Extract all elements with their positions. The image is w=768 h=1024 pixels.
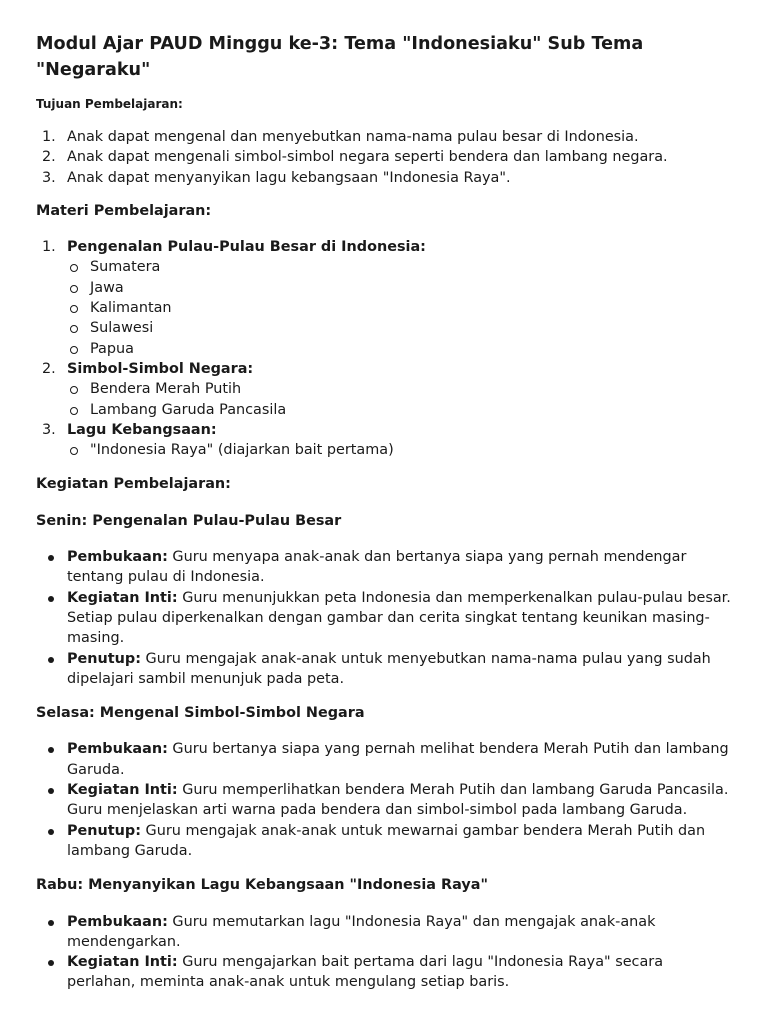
item-text: Guru memperlihatkan bendera Merah Putih dan lambang Garuda Pancasila. Guru menjelaskan arti warna pada bendera dan simbol-simbol pada lambang Garuda. bbox=[67, 782, 729, 819]
item-text: Guru mengajarkan bait pertama dari lagu "Indonesia Raya" secara perlahan, meminta anak-anak untuk mengulang setiap baris. bbox=[67, 954, 664, 991]
sub-item-text: "Indonesia Raya" (diajarkan bait pertama) bbox=[90, 442, 394, 459]
sub-item-text: Sumatera bbox=[90, 259, 161, 276]
sub-list-item bbox=[36, 278, 734, 298]
item-label: Kegiatan Inti: bbox=[67, 782, 178, 799]
sub-item-text: Lambang Garuda Pancasila bbox=[90, 401, 287, 418]
sub-list-item bbox=[36, 298, 734, 318]
sub-item-text: Bendera Merah Putih bbox=[90, 381, 242, 398]
list-number: 3. bbox=[42, 421, 56, 438]
selasa-activity-list bbox=[36, 739, 734, 861]
list-item bbox=[36, 821, 734, 862]
rabu-activity-list bbox=[36, 912, 734, 993]
bullet-icon bbox=[48, 596, 54, 602]
sub-list-item bbox=[36, 318, 734, 338]
list-item-label: Simbol-Simbol Negara: bbox=[67, 360, 254, 377]
item-label: Pembukaan: bbox=[67, 913, 168, 930]
list-item bbox=[36, 237, 734, 257]
item-text: Guru menunjukkan peta Indonesia dan memperkenalkan pulau-pulau besar. Setiap pulau diperkenalkan dengan gambar dan cerita singkat tentang keunikan masing-masing. bbox=[67, 589, 731, 647]
circle-bullet-icon bbox=[70, 325, 78, 333]
list-item bbox=[36, 588, 734, 649]
list-item bbox=[36, 739, 734, 780]
sub-list bbox=[36, 257, 734, 358]
list-item bbox=[36, 168, 734, 188]
circle-bullet-icon bbox=[70, 386, 78, 394]
item-text: Guru mengajak anak-anak untuk menyebutkan nama-nama pulau yang sudah dipelajari sambil menunjuk pada peta. bbox=[67, 650, 711, 687]
circle-bullet-icon bbox=[70, 447, 78, 455]
item-label: Kegiatan Inti: bbox=[67, 589, 178, 606]
list-item bbox=[36, 547, 734, 588]
bullet-icon bbox=[48, 788, 54, 794]
day-heading-selasa: Selasa: Mengenal Simbol-Simbol Negara bbox=[36, 705, 365, 722]
list-item bbox=[36, 952, 734, 993]
list-item-text: Anak dapat mengenal dan menyebutkan nama-nama pulau besar di Indonesia. bbox=[67, 129, 639, 145]
materi-heading: Materi Pembelajaran: bbox=[36, 202, 212, 219]
list-item bbox=[36, 420, 734, 440]
tujuan-list bbox=[36, 127, 734, 188]
sub-list-item bbox=[36, 339, 734, 359]
document-title: Modul Ajar PAUD Minggu ke-3: Tema "Indonesiaku" Sub Tema "Negaraku" bbox=[36, 34, 644, 80]
bullet-icon bbox=[48, 657, 54, 663]
senin-activity-list bbox=[36, 547, 734, 689]
kegiatan-heading: Kegiatan Pembelajaran: bbox=[36, 476, 231, 493]
list-item-text: Anak dapat menyanyikan lagu kebangsaan "Indonesia Raya". bbox=[67, 169, 511, 186]
list-number: 1. bbox=[42, 239, 56, 256]
item-text: Guru bertanya siapa yang pernah melihat bendera Merah Putih dan lambang Garuda. bbox=[67, 741, 729, 778]
list-item-label: Lagu Kebangsaan: bbox=[67, 421, 217, 438]
list-item bbox=[36, 780, 734, 821]
circle-bullet-icon bbox=[70, 346, 78, 354]
list-item bbox=[36, 127, 734, 147]
bullet-icon bbox=[48, 555, 54, 561]
list-number: 1. bbox=[42, 129, 56, 145]
item-label: Pembukaan: bbox=[67, 741, 168, 758]
list-number: 3. bbox=[42, 169, 56, 186]
circle-bullet-icon bbox=[70, 407, 78, 415]
bullet-icon bbox=[48, 829, 54, 835]
sub-list-item bbox=[36, 400, 734, 420]
sub-list-item bbox=[36, 379, 734, 399]
tujuan-heading: Tujuan Pembelajaran: bbox=[36, 97, 183, 111]
day-heading-senin: Senin: Pengenalan Pulau-Pulau Besar bbox=[36, 512, 342, 529]
materi-list bbox=[36, 237, 734, 460]
list-number: 2. bbox=[42, 149, 56, 166]
sub-item-text: Sulawesi bbox=[90, 320, 154, 337]
item-label: Penutup: bbox=[67, 650, 141, 667]
circle-bullet-icon bbox=[70, 305, 78, 313]
item-label: Kegiatan Inti: bbox=[67, 954, 178, 971]
sub-list bbox=[36, 379, 734, 420]
list-item-label: Pengenalan Pulau-Pulau Besar di Indonesia: bbox=[67, 239, 426, 256]
sub-list bbox=[36, 440, 734, 460]
bullet-icon bbox=[48, 960, 54, 966]
circle-bullet-icon bbox=[70, 285, 78, 293]
circle-bullet-icon bbox=[70, 264, 78, 272]
list-item bbox=[36, 912, 734, 953]
sub-item-text: Kalimantan bbox=[90, 300, 172, 317]
list-item bbox=[36, 147, 734, 167]
list-item bbox=[36, 359, 734, 379]
bullet-icon bbox=[48, 747, 54, 753]
list-item bbox=[36, 649, 734, 690]
sub-item-text: Jawa bbox=[90, 279, 124, 296]
list-number: 2. bbox=[42, 360, 56, 377]
day-heading-rabu: Rabu: Menyanyikan Lagu Kebangsaan "Indonesia Raya" bbox=[36, 877, 488, 894]
list-item-text: Anak dapat mengenali simbol-simbol negara seperti bendera dan lambang negara. bbox=[67, 149, 668, 166]
sub-list-item bbox=[36, 440, 734, 460]
item-text: Guru menyapa anak-anak dan bertanya siapa yang pernah mendengar tentang pulau di Indonesia. bbox=[67, 549, 687, 586]
item-label: Penutup: bbox=[67, 822, 141, 839]
item-label: Pembukaan: bbox=[67, 549, 168, 566]
item-text: Guru mengajak anak-anak untuk mewarnai gambar bendera Merah Putih dan lambang Garuda. bbox=[67, 822, 706, 859]
item-text: Guru memutarkan lagu "Indonesia Raya" dan mengajak anak-anak mendengarkan. bbox=[67, 913, 656, 950]
sub-list-item bbox=[36, 257, 734, 277]
sub-item-text: Papua bbox=[90, 340, 134, 357]
bullet-icon bbox=[48, 920, 54, 926]
